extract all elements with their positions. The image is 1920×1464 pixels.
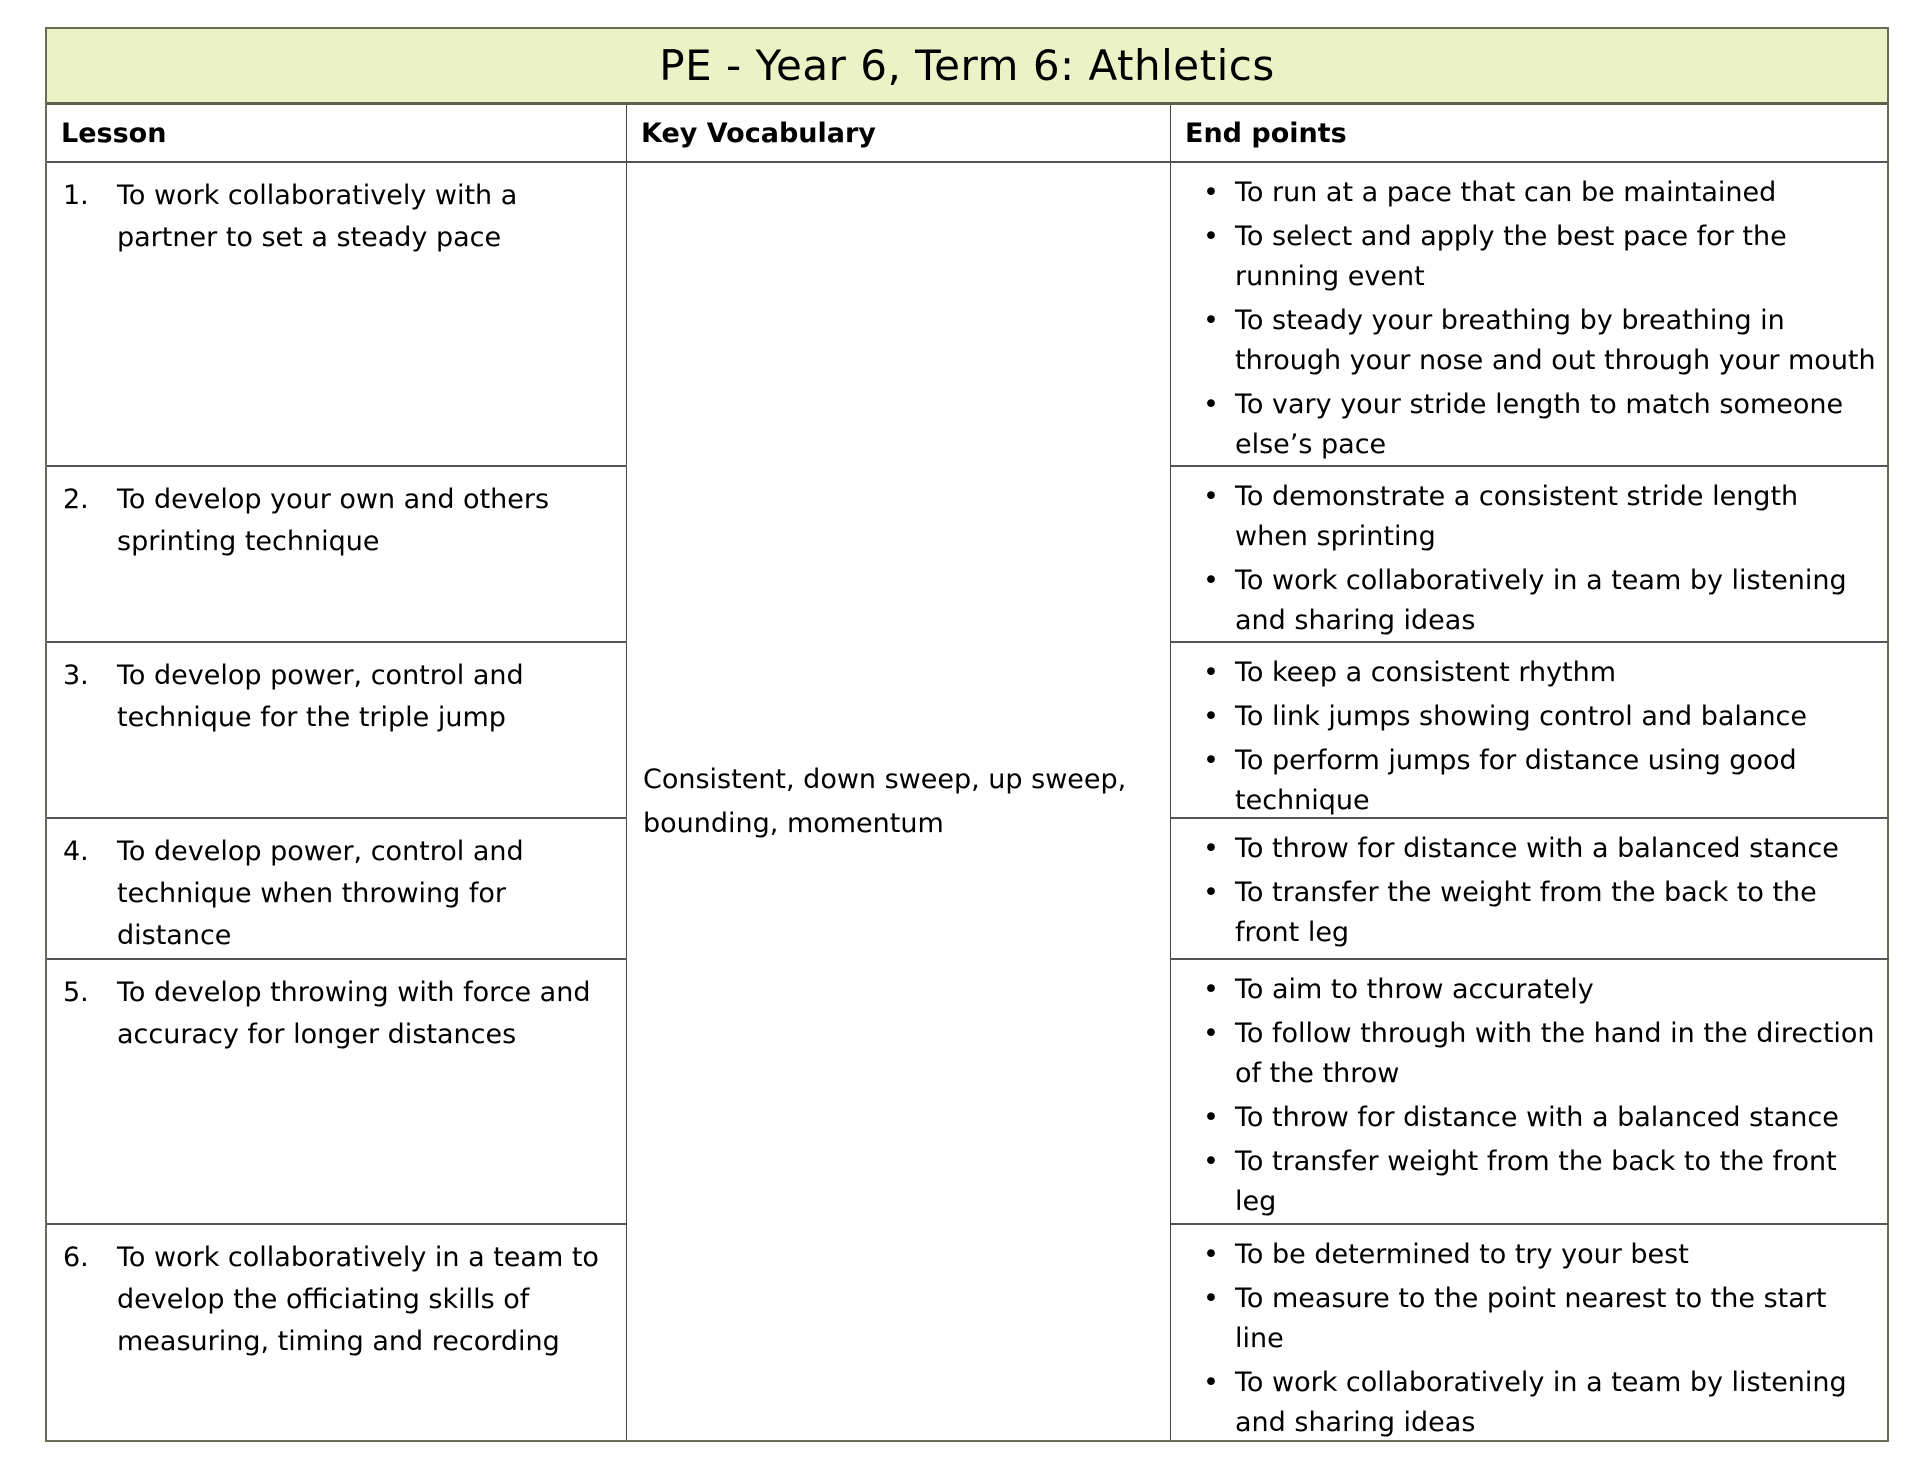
lesson-row-5 — [47, 960, 627, 1225]
lesson-number: 2. — [63, 484, 89, 515]
lesson-number: 1. — [63, 180, 89, 211]
key-vocabulary-text: Consistent, down sweep, up sweep, bounding, momentum — [643, 763, 1127, 839]
bullet-icon: • — [1203, 1102, 1219, 1133]
lesson-plan-table — [45, 27, 1889, 1442]
end-point-item: • To perform jumps for distance using good technique — [1187, 741, 1879, 821]
end-point-item: • To select and apply the best pace for the running event — [1187, 217, 1879, 297]
end-point-item: • To demonstrate a consistent stride length when sprinting — [1187, 477, 1879, 557]
document-title: PE - Year 6, Term 6: Athletics — [47, 29, 1887, 105]
lesson-objective: To work collaboratively with a partner to set a steady pace — [117, 180, 518, 253]
bullet-icon: • — [1203, 305, 1219, 336]
lesson-objective: To develop power, control and technique for the triple jump — [117, 660, 524, 733]
end-point-item: • To steady your breathing by breathing in through your nose and out through your mouth — [1187, 301, 1879, 381]
bullet-icon: • — [1203, 1018, 1219, 1049]
end-points-row-3 — [1171, 643, 1889, 819]
end-point-item: • To transfer weight from the back to the front leg — [1187, 1142, 1879, 1222]
lesson-objective: To develop your own and others sprinting technique — [117, 484, 550, 557]
bullet-icon: • — [1203, 657, 1219, 688]
lesson-row-6 — [47, 1225, 627, 1440]
end-point-item: • To aim to throw accurately — [1187, 970, 1879, 1010]
bullet-icon: • — [1203, 877, 1219, 908]
header-end-points: End points — [1171, 105, 1889, 163]
end-point-item: • To follow through with the hand in the direction of the throw — [1187, 1014, 1879, 1094]
bullet-icon: • — [1203, 1239, 1219, 1270]
end-point-item: • To keep a consistent rhythm — [1187, 653, 1879, 693]
bullet-icon: • — [1203, 565, 1219, 596]
lesson-objective: To work collaboratively in a team to develop the officiating skills of measuring, timing and recording — [117, 1242, 599, 1357]
end-point-item: • To be determined to try your best — [1187, 1235, 1879, 1275]
key-vocabulary-cell — [627, 163, 1171, 1440]
lesson-row-2 — [47, 467, 627, 643]
end-point-item: • To measure to the point nearest to the start line — [1187, 1279, 1879, 1359]
lesson-number: 4. — [63, 836, 89, 867]
bullet-icon: • — [1203, 389, 1219, 420]
header-key-vocabulary: Key Vocabulary — [627, 105, 1171, 163]
bullet-icon: • — [1203, 221, 1219, 252]
bullet-icon: • — [1203, 701, 1219, 732]
end-point-item: • To work collaboratively in a team by listening and sharing ideas — [1187, 1363, 1879, 1443]
end-points-row-6 — [1171, 1225, 1889, 1440]
end-point-item: • To transfer the weight from the back to the front leg — [1187, 873, 1879, 953]
bullet-icon: • — [1203, 745, 1219, 776]
bullet-icon: • — [1203, 1283, 1219, 1314]
end-point-item: • To run at a pace that can be maintained — [1187, 173, 1879, 213]
end-point-item: • To vary your stride length to match someone else’s pace — [1187, 385, 1879, 465]
bullet-icon: • — [1203, 1367, 1219, 1398]
lesson-row-1 — [47, 163, 627, 467]
end-points-row-2 — [1171, 467, 1889, 643]
bullet-icon: • — [1203, 177, 1219, 208]
end-point-item: • To throw for distance with a balanced stance — [1187, 1098, 1879, 1138]
bullet-icon: • — [1203, 481, 1219, 512]
bullet-icon: • — [1203, 1146, 1219, 1177]
bullet-icon: • — [1203, 833, 1219, 864]
lesson-row-3 — [47, 643, 627, 819]
lesson-number: 3. — [63, 660, 89, 691]
end-points-row-4 — [1171, 819, 1889, 960]
lesson-number: 6. — [63, 1242, 89, 1273]
lesson-objective: To develop power, control and technique when throwing for distance — [117, 836, 524, 951]
end-points-row-5 — [1171, 960, 1889, 1225]
end-points-row-1 — [1171, 163, 1889, 467]
bullet-icon: • — [1203, 974, 1219, 1005]
end-point-item: • To throw for distance with a balanced stance — [1187, 829, 1879, 869]
lesson-number: 5. — [63, 977, 89, 1008]
lesson-objective: To develop throwing with force and accuracy for longer distances — [117, 977, 591, 1050]
header-lesson: Lesson — [47, 105, 627, 163]
end-point-item: • To work collaboratively in a team by listening and sharing ideas — [1187, 561, 1879, 641]
end-point-item: • To link jumps showing control and balance — [1187, 697, 1879, 737]
lesson-row-4 — [47, 819, 627, 960]
